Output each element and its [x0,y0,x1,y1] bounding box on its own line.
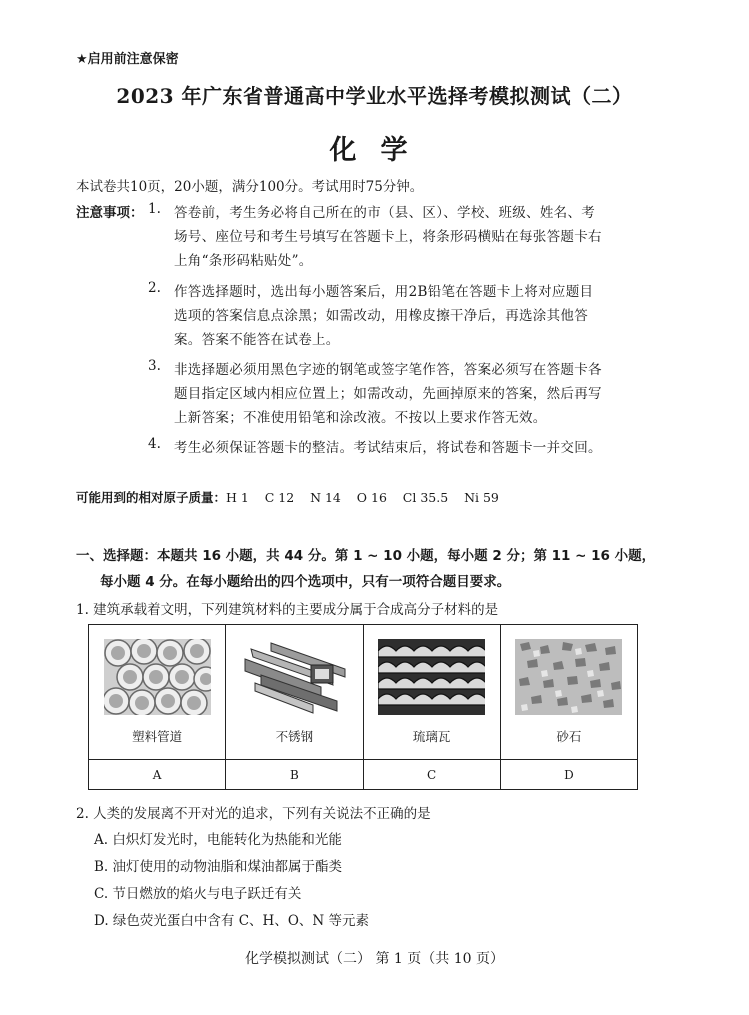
notice-item-line: 上角“条形码粘贴处”。 [174,253,313,269]
q2-option-d: D. 绿色荧光蛋白中含有 C、H、O、N 等元素 [94,913,369,929]
option-caption: 不锈钢 [275,729,314,744]
section-heading-line: 每小题 4 分。在每小题给出的四个选项中，只有一项符合题目要求。 [100,574,511,590]
pipes-image [104,639,211,715]
page-footer: 化学模拟测试（二） 第 1 页（共 10 页） [245,951,504,967]
atomic-masses-values: H 1 C 12 N 14 O 16 Cl 35.5 Ni 59 [226,490,499,505]
notice-label: 注意事项： [76,205,144,221]
q1-option-a-cell [89,625,226,760]
option-caption: 砂石 [556,729,582,744]
q1-options-table [88,624,638,790]
atomic-masses-label: 可能用到的相对原子质量： [76,490,227,505]
question-1-stem: 1. 建筑承载着文明，下列建筑材料的主要成分属于合成高分子材料的是 [76,602,499,618]
tiles-image [378,639,485,715]
option-letter: B [226,760,363,790]
option-letter: D [500,760,637,790]
notice-item-line: 答卷前，考生务必将自己所在的市（县、区）、学校、班级、姓名、考 [174,205,596,221]
gravel-image [515,639,622,715]
q1-option-b-cell [226,625,363,760]
notice-item-number: 1. [148,201,161,217]
notice-item-line: 选项的答案信息点涂黑；如需改动，用橡皮擦干净后，再选涂其他答 [174,308,588,324]
steel-image [241,639,348,715]
exam-intro: 本试卷共10页，20小题，满分100分。考试用时75分钟。 [76,179,424,195]
q1-option-d-cell [500,625,637,760]
q1-option-c-cell [363,625,500,760]
notice-item-line: 考生必须保证答题卡的整洁。考试结束后，将试卷和答题卡一并交回。 [174,440,602,456]
option-letter: C [363,760,500,790]
notice-item-line: 作答选择题时，选出每小题答案后，用2B铅笔在答题卡上将对应题目 [174,284,594,300]
notice-item-number: 2. [148,280,161,296]
notice-item-line: 场号、座位号和考生号填写在答题卡上，将条形码横贴在每张答题卡右 [174,229,602,245]
subject-title: 化学 [329,135,432,166]
atomic-masses [76,488,499,506]
notice-item-line: 上新答案；不准使用铅笔和涂改液。不按以上要求作答无效。 [174,410,547,426]
q2-option-b: B. 油灯使用的动物油脂和煤油都属于酯类 [94,859,343,875]
notice-item-line: 题目指定区域内相应位置上；如需改动，先画掉原来的答案，然后再写 [174,386,602,402]
notice-item-number: 3. [148,358,161,374]
option-caption: 琉璃瓦 [412,729,451,744]
q2-option-a: A. 白炽灯发光时，电能转化为热能和光能 [94,832,342,848]
notice-item-line: 非选择题必须用黑色字迹的钢笔或签字笔作答，答案必须写在答题卡各 [174,362,602,378]
option-letter: A [89,760,226,790]
notice-item-line: 案。答案不能答在试卷上。 [174,332,340,348]
notice-item-number: 4. [148,436,161,452]
exam-title: 2023 年广东省普通高中学业水平选择考模拟测试（二） [116,84,633,108]
section-heading-line: 一、选择题：本题共 16 小题，共 44 分。第 1 ~ 10 小题，每小题 2 分；第 11 ~ 16 小题， [76,548,656,564]
option-caption: 塑料管道 [132,729,183,744]
confidential-mark: ★启用前注意保密 [76,52,179,67]
q2-option-c: C. 节日燃放的焰火与电子跃迁有关 [94,886,302,902]
question-2-stem: 2. 人类的发展离不开对光的追求，下列有关说法不正确的是 [76,806,431,822]
